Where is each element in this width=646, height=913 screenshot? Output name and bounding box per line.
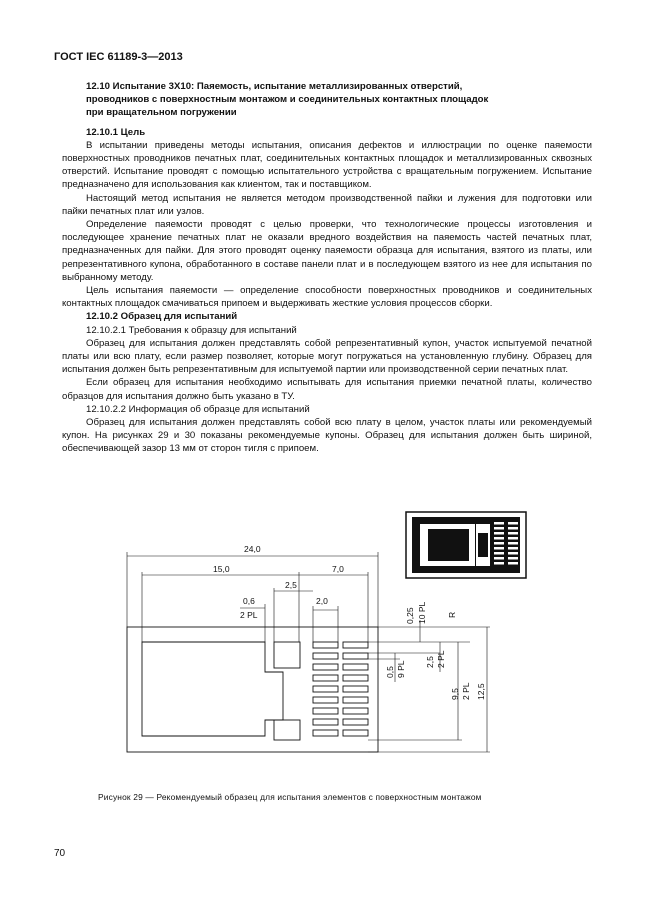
dim-inner-height-note: 2 PL xyxy=(461,682,471,700)
paragraph: В испытании приведены методы испытания, описания дефектов и иллюстрации по оценке паяемости поверхностных проводников печатных плат, соединительных контактных площадок и металлизированных сквозных отверстий. Испытание проводят с помощью испытательного устройства с вращательным погружением. Испытание предназначено для использования как клиентом, так и поставщиком. xyxy=(62,139,592,191)
figure-caption: Рисунок 29 — Рекомендуемый образец для испытания элементов с поверхностным монтажом xyxy=(98,792,482,802)
sample-heading: 12.10.2 Образец для испытаний xyxy=(86,311,238,323)
paragraph: Определение паяемости проводят с целью проверки, что технологические процессы изготовления и последующее хранение печатных плат не оказали вредного воздействия на паяемость частей печатных плат, предназначенных для пайки. Для этого проводят оценку паяемости образца для испытания, взятого из платы, или репрезентативного купона, обработанного в составе панели плат и в последующем взятого из нее для испытания по выбранному методу. xyxy=(62,219,592,283)
dim-top-offset-note: 10 PL xyxy=(417,601,427,624)
dim-pad-width-note: 2 PL xyxy=(240,610,258,620)
dim-top-offset: 0,25 xyxy=(405,607,415,624)
dim-right-part: 7,0 xyxy=(332,564,344,574)
dim-inner-height: 9,5 xyxy=(450,688,460,700)
req-heading: 12.10.2.1 Требования к образцу для испытаний xyxy=(86,324,297,336)
dim-pad-height: 2,5 xyxy=(425,656,435,668)
paragraph: Настоящий метод испытания не является методом производственной пайки и лужения для подготовки или пайки печатных плат или узлов. xyxy=(62,192,592,217)
dim-gap: 2,5 xyxy=(285,580,297,590)
dim-pitch-note: 9 PL xyxy=(396,660,406,678)
goal-heading: 12.10.1 Цель xyxy=(86,126,146,138)
dim-pad-height-note: 2 PL xyxy=(436,650,446,668)
paragraph: Образец для испытания должен представлять собой всю плату в целом, участок платы или рекомендуемый купон. На рисунках 29 и 30 показаны рекомендуемые купоны. Образец для испытания должен быть шириной, обеспечивающей зазор 13 мм от сторон тигля с припоем. xyxy=(62,417,592,455)
paragraph: Если образец для испытания необходимо испытывать для испытания приемки печатной платы, количество образцов для испытания должно быть указано в ТУ. xyxy=(62,377,592,402)
paragraph: Образец для испытания должен представлять собой репрезентативный купон, участок испытуемой печатной платы или всю плату, если размер позволяет, которые могут погружаться на установленную глубину. Образец для испытания должен быть репрезентативным для испытуемой партии или производственной серии печатных плат. xyxy=(62,337,592,376)
dim-pad-len: 2,0 xyxy=(316,596,328,606)
section-body xyxy=(62,80,592,456)
dim-overall: 24,0 xyxy=(244,544,261,554)
coupon-figure xyxy=(0,500,646,770)
dim-left-part: 15,0 xyxy=(213,564,230,574)
dim-pad-width: 0,6 xyxy=(243,596,255,606)
section-title-line: проводников с поверхностным монтажом и соединительных контактных площадок xyxy=(86,94,489,106)
dim-pitch: 0,5 xyxy=(385,666,395,678)
info-heading: 12.10.2.2 Информация об образце для испытаний xyxy=(86,403,310,415)
paragraph: Цель испытания паяемости — определение способности поверхностных проводников и соединительных контактных площадок смачиваться припоем и выдерживать жесткие условия процессов сборки. xyxy=(62,285,592,310)
coupon-drawing xyxy=(127,627,378,752)
page-number: 70 xyxy=(54,848,66,859)
section-title-line: при вращательном погружении xyxy=(86,107,237,119)
section-title xyxy=(86,80,592,120)
dim-total-height: 12,5 xyxy=(476,683,486,700)
coupon-thumbnail xyxy=(406,512,526,578)
running-header: ГОСТ IEC 61189-3—2013 xyxy=(54,51,183,63)
dim-radius: R xyxy=(447,611,457,618)
section-title-line: 12.10 Испытание 3X10: Паяемость, испытание металлизированных отверстий, xyxy=(86,81,463,92)
